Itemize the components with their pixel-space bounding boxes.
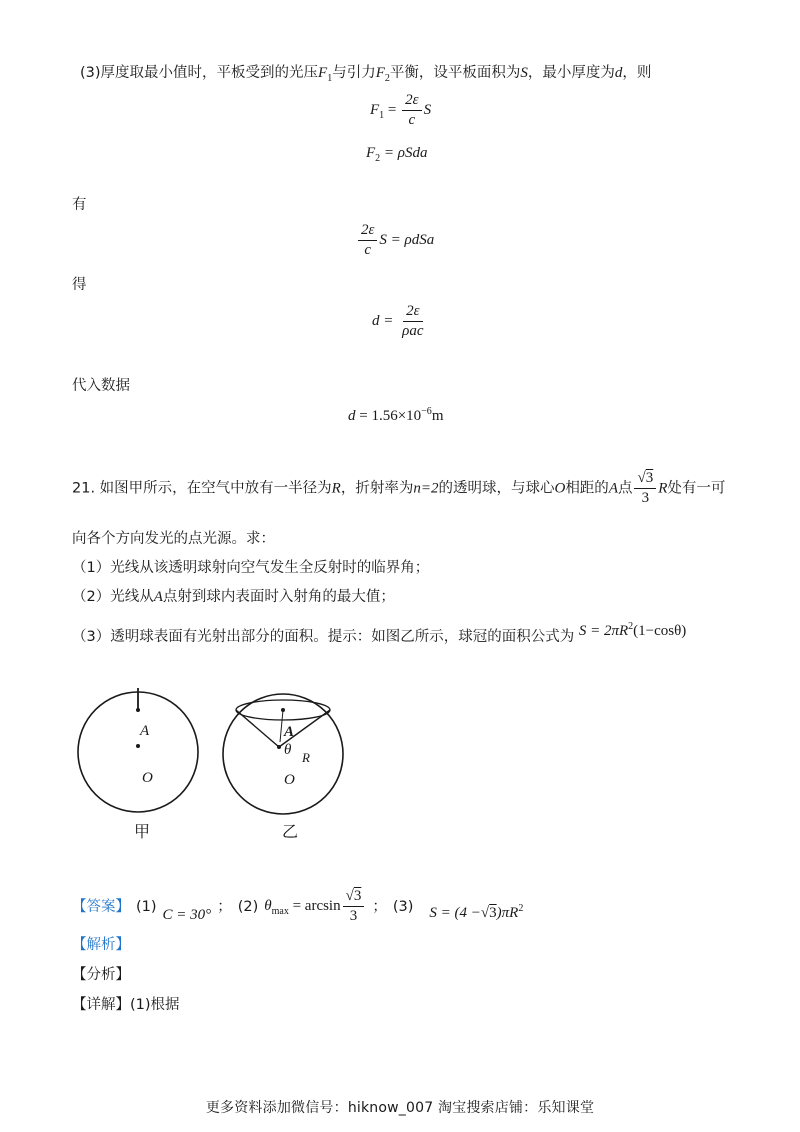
top-point [136,708,140,712]
answer-2: $\theta_{max} = \arcsin$ $\frac{√3}{3}$ [264,888,366,925]
caption-yi: 乙 [282,822,299,841]
answer-1: C = 30° [162,906,212,923]
xiangjie-heading: 【详解】(1)根据 [72,997,180,1013]
label-O-right: O [284,772,295,788]
part3-intro [80,64,651,88]
footer-promo: 更多资料添加微信号：hiknow_007 淘宝搜索店铺：乐知课堂 [205,1100,595,1116]
F1-symbol: $F_1$ [318,65,333,84]
point-O-right [277,745,281,749]
d-symbol: d [614,65,623,81]
analysis-heading: 【解析】 [72,937,130,953]
q21-line1: 21. 如图甲所示，在空气中放有一半径为R，折射率为n=2的透明球，与球心O相距的A点 $\frac{√3}{3}$ R处有一可 [72,470,726,506]
equation-balance: $\frac{2\varepsilon}{c}$ S = ρdSa [356,222,434,259]
intro-text-e: ，则 [622,65,652,81]
label-theta: θ [284,742,292,758]
cone-line-left [236,710,279,747]
point-A [136,744,140,748]
spherical-cap-formula: $S = 2\pi R^2(1-\cos\theta)$ [578,621,687,639]
intro-text-c: 平衡，设平板面积为 [389,65,521,81]
word-de: 得 [72,277,87,293]
axis-line [280,710,283,742]
label-O-left: O [142,770,153,786]
cap-center [281,708,285,712]
q21-item2: （2）光线从A点射到球内表面时入射角的最大值； [72,589,395,605]
equation-result: $d = 1.56\times 10^{-6}m$ [348,406,444,424]
figure-diagrams [70,680,370,850]
answer-line: 【答案】 (1) C = 30° ； (2) $\theta_{max} = \arcsin$ $\frac{√3}{3}$ ； (3) $S = (4 -√3)\pi R^2$ [72,888,524,924]
equation-f2: $F_2 = \rho Sda$ [366,145,428,164]
caption-jia: 甲 [134,822,151,841]
intro-text-b: 与引力 [332,65,376,81]
word-you: 有 [72,197,87,213]
label-A-left: A [140,723,150,739]
F2-symbol: $F_2$ [375,65,390,84]
equation-f1: $F_1$ = $\frac{2\varepsilon}{c}$ S [370,92,432,128]
word-substitute: 代入数据 [72,378,130,394]
equation-d: d = $\frac{2\varepsilon}{\text{ρac}}$ [372,303,424,339]
intro-text-d: ，最小厚度为 [527,65,615,81]
q21-item1: （1）光线从该透明球射向空气发生全反射时的临界角； [72,560,430,576]
label-A-right: A [284,724,295,740]
label-R: R [302,750,310,765]
intro-text: (3)厚度取最小值时，平板受到的光压 [80,65,319,81]
figure-yi [223,694,343,814]
fenxi-heading: 【分析】 [72,967,130,983]
q21-item3: （3）透明球表面有光射出部分的面积。提示：如图乙所示，球冠的面积公式为 $S = 2\pi R^2(1-\cos\theta)$ [72,621,687,645]
figure-jia [78,688,198,812]
answer-3: $S = (4 -√3)\pi R^2$ [429,902,524,921]
answer-tag: 【答案】 [72,898,130,915]
q21-line2: 向各个方向发光的点光源。求： [72,531,275,547]
S-symbol: S [520,65,528,81]
